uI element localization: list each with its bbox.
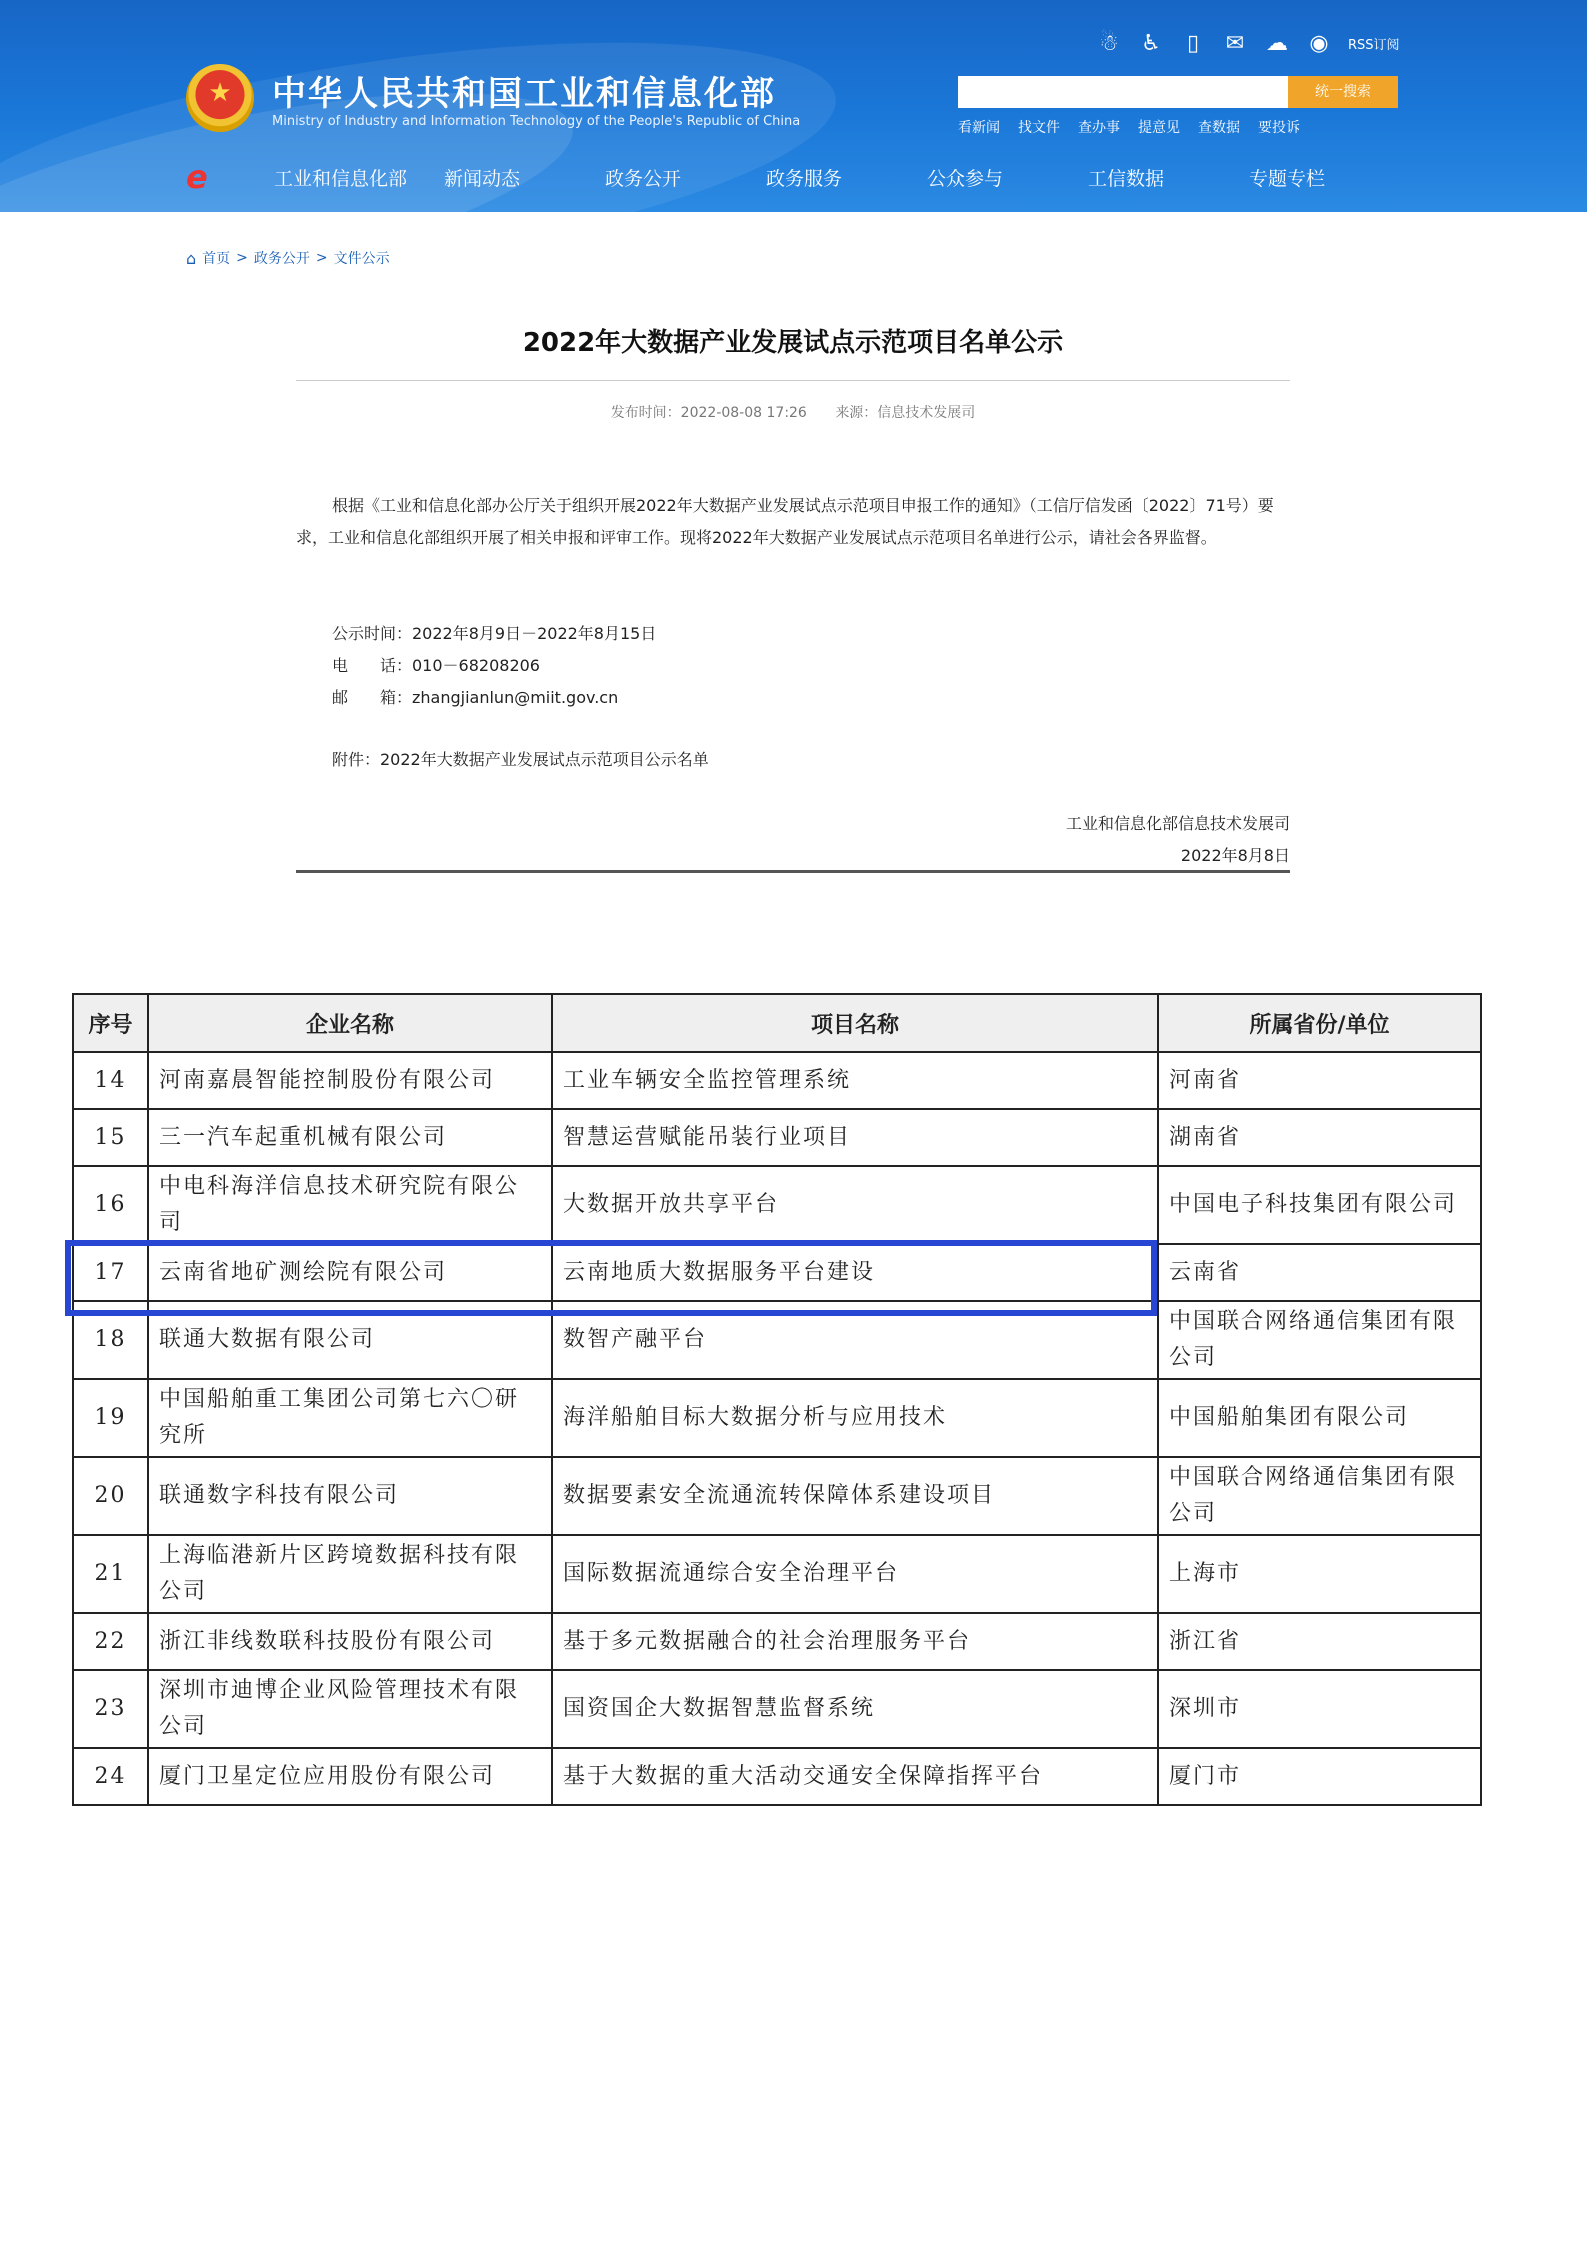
breadcrumb: [186, 248, 390, 268]
header-no: 序号: [73, 994, 148, 1052]
row-no: 24: [73, 1748, 148, 1805]
row-no: 20: [73, 1457, 148, 1535]
row-province: 厦门市: [1158, 1748, 1481, 1805]
title-divider: [296, 380, 1290, 381]
table-row: [73, 1457, 1481, 1535]
row-company: 深圳市迪博企业风险管理技术有限公司: [148, 1670, 552, 1748]
signature-org: 工业和信息化部信息技术发展司: [1065, 814, 1290, 833]
row-province: 湖南省: [1158, 1109, 1481, 1166]
breadcrumb-file-notices[interactable]: 文件公示: [333, 251, 390, 267]
row-project: 基于大数据的重大活动交通安全保障指挥平台: [552, 1748, 1158, 1805]
row-no: 23: [73, 1670, 148, 1748]
row-province: 深圳市: [1158, 1670, 1481, 1748]
signature: [296, 808, 1290, 872]
table-row: [73, 1613, 1481, 1670]
site-title[interactable]: 中华人民共和国工业和信息化部: [272, 74, 776, 114]
article-meta: [296, 402, 1290, 422]
contact-email: 邮 箱：zhangjianlun@miit.gov.cn: [332, 688, 619, 707]
row-no: 21: [73, 1535, 148, 1613]
breadcrumb-home[interactable]: 首页: [202, 251, 231, 267]
national-emblem-icon[interactable]: ★: [186, 64, 254, 132]
highlight-box: [65, 1240, 1157, 1316]
row-province: 云南省: [1158, 1244, 1481, 1301]
home-icon[interactable]: ⌂: [186, 248, 197, 268]
row-company: 中国船舶重工集团公司第七六〇研究所: [148, 1379, 552, 1457]
row-no: 16: [73, 1166, 148, 1244]
nav-item-topics[interactable]: 专题专栏: [1249, 167, 1326, 190]
quick-link-feedback[interactable]: 提意见: [1138, 120, 1180, 136]
row-no: 22: [73, 1613, 148, 1670]
quick-link-complaint[interactable]: 要投诉: [1258, 120, 1300, 136]
accessibility-icon[interactable]: ♿: [1141, 30, 1161, 56]
row-project: 云南地质大数据服务平台建设: [552, 1244, 1158, 1301]
nav-item-news[interactable]: 新闻动态: [444, 167, 521, 190]
quick-link-data[interactable]: 查数据: [1198, 120, 1240, 136]
row-no: 15: [73, 1109, 148, 1166]
row-province: 上海市: [1158, 1535, 1481, 1613]
breadcrumb-separator: >: [315, 250, 328, 266]
row-project: 海洋船舶目标大数据分析与应用技术: [552, 1379, 1158, 1457]
mobile-icon[interactable]: ▯: [1186, 30, 1200, 56]
article-source: 来源：信息技术发展司: [835, 405, 976, 421]
publish-time: 发布时间：2022-08-08 17:26: [610, 405, 807, 421]
table-row: [73, 1670, 1481, 1748]
row-project: 大数据开放共享平台: [552, 1166, 1158, 1244]
row-province: 中国联合网络通信集团有限公司: [1158, 1301, 1481, 1379]
quick-link-services[interactable]: 查办事: [1078, 120, 1120, 136]
site-subtitle: Ministry of Industry and Information Technology of the People's Republic of China: [272, 114, 801, 129]
row-project: 数据要素安全流通流转保障体系建设项目: [552, 1457, 1158, 1535]
nav-item-participation[interactable]: 公众参与: [927, 167, 1004, 190]
row-company: 中电科海洋信息技术研究院有限公司: [148, 1166, 552, 1244]
quick-links: [958, 117, 1300, 137]
contact-phone: 电 话：010－68208206: [332, 656, 540, 675]
wechat-icon[interactable]: ☁: [1266, 30, 1288, 56]
table-header-row: [73, 994, 1481, 1052]
article-paragraph: 根据《工业和信息化部办公厅关于组织开展2022年大数据产业发展试点示范项目申报工作的通知》（工信厅信发函〔2022〕71号）要求，工业和信息化部组织开展了相关申报和评审工作。现将2022年大数据产业发展试点示范项目名单进行公示，请社会各界监督。: [296, 496, 1274, 547]
row-company: 厦门卫星定位应用股份有限公司: [148, 1748, 552, 1805]
table-row: [73, 1748, 1481, 1805]
row-project: 基于多元数据融合的社会治理服务平台: [552, 1613, 1158, 1670]
row-company: 联通大数据有限公司: [148, 1301, 552, 1379]
contact-info: [332, 618, 1326, 714]
site-header: [0, 0, 1587, 212]
header-company: 企业名称: [148, 994, 552, 1052]
row-company: 浙江非线数联科技股份有限公司: [148, 1613, 552, 1670]
row-province: 中国电子科技集团有限公司: [1158, 1166, 1481, 1244]
row-company: 河南嘉晨智能控制股份有限公司: [148, 1052, 552, 1109]
row-company: 上海临港新片区跨境数据科技有限公司: [148, 1535, 552, 1613]
mail-icon[interactable]: ✉: [1225, 30, 1245, 56]
row-project: 工业车辆安全监控管理系统: [552, 1052, 1158, 1109]
header-province: 所属省份/单位: [1158, 994, 1481, 1052]
notice-period: 公示时间：2022年8月9日－2022年8月15日: [332, 624, 657, 643]
table-row: [73, 1109, 1481, 1166]
row-no: 17: [73, 1244, 148, 1301]
search-input[interactable]: [958, 76, 1288, 108]
row-project: 国资国企大数据智慧监督系统: [552, 1670, 1158, 1748]
project-list-table: [72, 993, 1482, 1806]
main-nav: [186, 160, 1410, 194]
row-project: 国际数据流通综合安全治理平台: [552, 1535, 1158, 1613]
row-company: 联通数字科技有限公司: [148, 1457, 552, 1535]
rss-link[interactable]: RSS订阅: [1348, 37, 1400, 53]
row-province: 中国船舶集团有限公司: [1158, 1379, 1481, 1457]
attachment-link[interactable]: 附件：2022年大数据产业发展试点示范项目公示名单: [332, 750, 709, 769]
nav-item-government-affairs[interactable]: 政务公开: [605, 167, 682, 190]
row-no: 19: [73, 1379, 148, 1457]
row-no: 14: [73, 1052, 148, 1109]
signature-date: 2022年8月8日: [1180, 846, 1290, 865]
nav-item-ministry[interactable]: 工业和信息化部: [274, 167, 408, 190]
row-province: 河南省: [1158, 1052, 1481, 1109]
header-icon-bar: [1096, 28, 1400, 58]
row-project: 智慧运营赋能吊装行业项目: [552, 1109, 1158, 1166]
breadcrumb-government-affairs[interactable]: 政务公开: [253, 251, 310, 267]
nav-item-services[interactable]: 政务服务: [766, 167, 843, 190]
row-project: 数智产融平台: [552, 1301, 1158, 1379]
weibo-icon[interactable]: ◉: [1309, 30, 1329, 56]
quick-link-files[interactable]: 找文件: [1018, 120, 1060, 136]
nav-item-data[interactable]: 工信数据: [1088, 167, 1165, 190]
header-project: 项目名称: [552, 994, 1158, 1052]
table-row: [73, 1166, 1481, 1244]
row-company: 三一汽车起重机械有限公司: [148, 1109, 552, 1166]
row-province: 浙江省: [1158, 1613, 1481, 1670]
home-e-icon[interactable]: e: [186, 158, 208, 196]
robot-icon[interactable]: ☃: [1099, 30, 1119, 56]
table-row: [73, 1379, 1481, 1457]
row-province: 中国联合网络通信集团有限公司: [1158, 1457, 1481, 1535]
table-row: [73, 1535, 1481, 1613]
row-no: 18: [73, 1301, 148, 1379]
search-button[interactable]: 统一搜索: [1288, 76, 1398, 108]
table-row: [73, 1052, 1481, 1109]
row-company: 云南省地矿测绘院有限公司: [148, 1244, 552, 1301]
article-bottom-divider: [296, 870, 1290, 873]
article-title: 2022年大数据产业发展试点示范项目名单公示: [522, 328, 1064, 358]
quick-link-news[interactable]: 看新闻: [958, 120, 1000, 136]
breadcrumb-separator: >: [236, 250, 248, 266]
